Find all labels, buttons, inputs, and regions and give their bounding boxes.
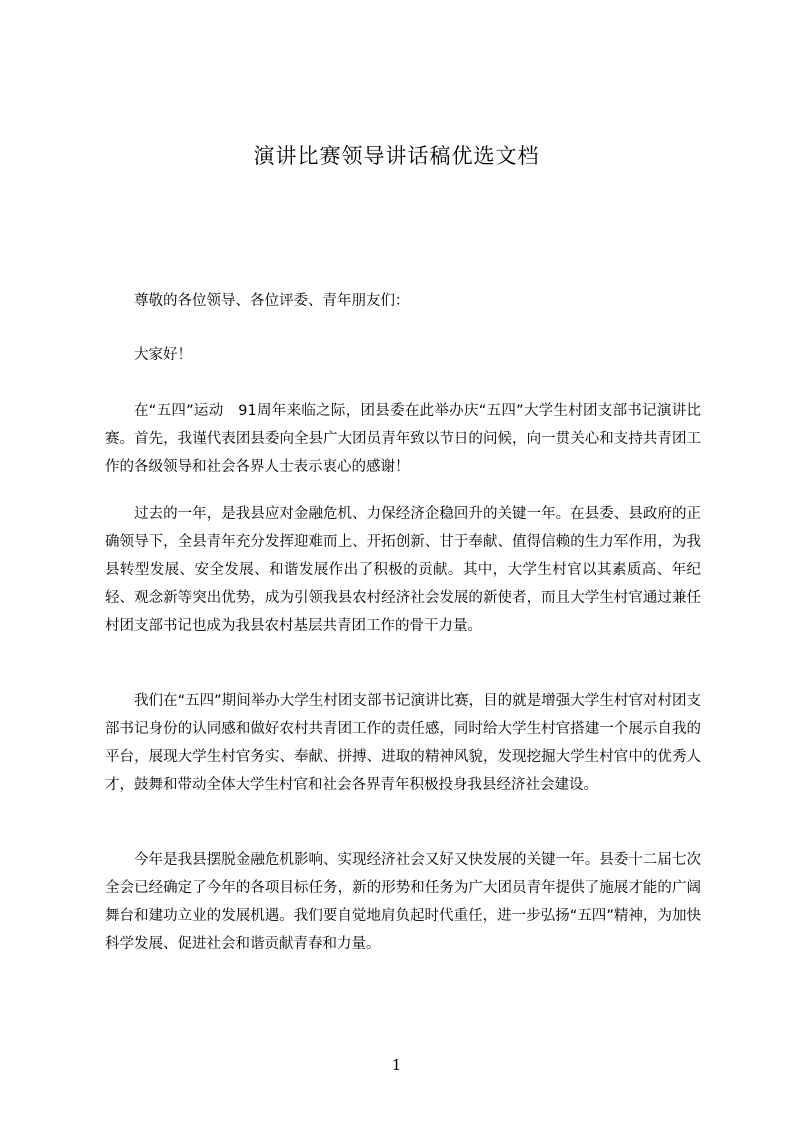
greeting: 大家好！ xyxy=(134,347,192,363)
body-paragraph: 今年是我县摆脱金融危机影响、实现经济社会又好又快发展的关键一年。县委十二届七次全会已经确定了今年的各项目标任务，新的形势和任务为广大团员青年提供了施展才能的广阔舞台和建功立业的发展机遇。我们要自觉地肩负起时代重任，进一步弘扬“五四”精神，为加快科学发展、促进社会和谐贡献青春和力量。 xyxy=(105,852,701,952)
body-paragraph: 过去的一年，是我县应对金融危机、力保经济企稳回升的关键一年。在县委、县政府的正确领导下，全县青年充分发挥迎难而上、开拓创新、甘于奉献、值得信赖的生力军作用，为我县转型发展、安全发展、和谐发展作出了积极的贡献。其中，大学生村官以其素质高、年纪轻、观念新等突出优势，成为引领我县农村经济社会发展的新使者，而且大学生村官通过兼任村团支部书记也成为我县农村基层共青团工作的骨干力量。 xyxy=(105,506,701,634)
page-number: 1 xyxy=(391,1056,402,1074)
body-paragraph: 在“五四”运动 91周年来临之际，团县委在此举办庆“五四”大学生村团支部书记演讲比赛。首先，我谨代表团县委向全县广大团员青年致以节日的问候，向一贯关心和支持共青团工作的各级领导和社会各界人士表示衷心的感谢！ xyxy=(105,403,701,475)
document-title: 演讲比赛领导讲话稿优选文档 xyxy=(253,144,540,168)
body-paragraph: 我们在“五四”期间举办大学生村团支部书记演讲比赛，目的就是增强大学生村官对村团支部书记身份的认同感和做好农村共青团工作的责任感，同时给大学生村官搭建一个展示自我的平台，展现大学生村官务实、奉献、拼搏、进取的精神风貌，发现挖掘大学生村官中的优秀人才，鼓舞和带动全体大学生村官和社会各界青年积极投身我县经济社会建设。 xyxy=(105,693,701,793)
salutation: 尊敬的各位领导、各位评委、青年朋友们： xyxy=(134,293,410,309)
